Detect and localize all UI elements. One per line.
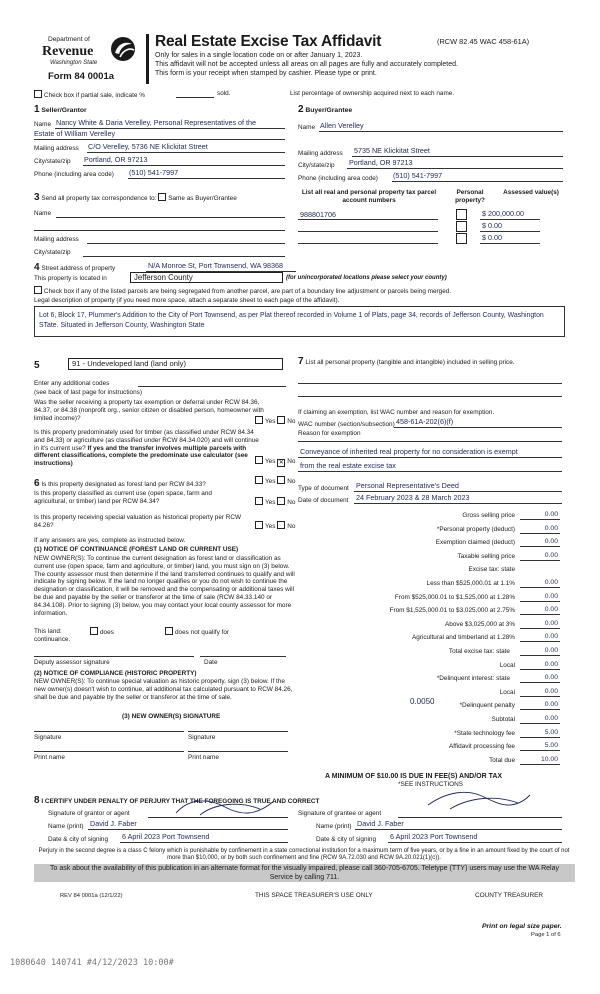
grantor-sig-label: Signature of grantor or agent bbox=[48, 810, 130, 817]
calc-label: Agricultural and timberland at 1.28% bbox=[411, 634, 515, 642]
no-label: No bbox=[287, 458, 296, 465]
additional-codes-field[interactable] bbox=[138, 386, 286, 387]
seller-city-field[interactable]: Portland, OR 97213 bbox=[84, 155, 148, 164]
doc-date-line bbox=[354, 503, 562, 504]
additional-codes-label: Enter any additional codes bbox=[34, 380, 110, 387]
personal-property-label: List all personal property (tangible and intangible) included in selling price. bbox=[305, 359, 515, 366]
seller-mail-field[interactable]: C/O Verelley, 5736 NE Klickitat Street bbox=[88, 142, 208, 151]
partial-sale-row bbox=[34, 90, 145, 100]
personal-property-field-2[interactable] bbox=[298, 396, 562, 397]
section-4-number: 4 bbox=[34, 262, 40, 273]
buyer-mail-field[interactable]: 5735 NE Klickitat Street bbox=[354, 146, 430, 155]
calc-line bbox=[520, 655, 560, 656]
doc-type-label: Type of document bbox=[298, 485, 349, 492]
calc-label: Taxable selling price bbox=[457, 552, 515, 560]
assessed-line-2 bbox=[480, 231, 540, 232]
deputy-signature-label: Deputy assessor signature bbox=[34, 659, 110, 666]
section-4-street-row bbox=[34, 262, 115, 274]
forest-yes-checkbox[interactable] bbox=[255, 476, 263, 484]
correspondence-city-field[interactable] bbox=[83, 256, 285, 257]
calc-line bbox=[520, 546, 560, 547]
assessed-value-3[interactable]: $ 0.00 bbox=[482, 233, 502, 242]
yes-label: Yes bbox=[265, 523, 276, 530]
grantee-date-label: Date & city of signing bbox=[316, 836, 377, 843]
no-label: No bbox=[287, 499, 296, 506]
calc-value[interactable]: 0.00 bbox=[544, 619, 558, 627]
header-divider bbox=[146, 34, 149, 84]
buyer-name-line bbox=[319, 131, 563, 132]
does-not-qualify-checkbox[interactable] bbox=[165, 627, 173, 635]
grantee-signature-field[interactable] bbox=[398, 817, 562, 818]
current-use-question: Is this property classified as current use (open space, farm and agricultural, or timber) land per RCW 84.34? bbox=[34, 490, 212, 505]
calc-value[interactable]: 0.00 bbox=[544, 538, 558, 546]
signature-label-1: Signature bbox=[34, 734, 62, 741]
revenue-wordmark: Revenue bbox=[42, 44, 94, 59]
grantee-sig-label: Signature of grantee or agent bbox=[298, 810, 382, 817]
grantor-name-line bbox=[88, 829, 288, 830]
yes-label: Yes bbox=[265, 458, 276, 465]
buyer-phone-line bbox=[392, 181, 563, 182]
calc-line bbox=[520, 723, 560, 724]
does-label: does bbox=[100, 629, 114, 636]
calc-line bbox=[520, 587, 560, 588]
notice-compliance-heading: (2) NOTICE OF COMPLIANCE (HISTORIC PROPERTY) bbox=[34, 670, 197, 677]
doc-date-label: Date of document bbox=[298, 497, 349, 504]
wac-number-line bbox=[394, 427, 562, 428]
notice-continuance-heading: (1) NOTICE OF CONTINUANCE (FOREST LAND OR CURRENT USE) bbox=[34, 546, 239, 553]
legal-description-text: Lot 6, Block 17, Plummer's Addition to the City of Port Townsend, as per Plat thereof recorded in Volume 1 of Plats, page 34, records of Jefferson County, Washington STate. Situated in Jefferson County, Washington State bbox=[39, 312, 544, 330]
form-title: Real Estate Excise Tax Affidavit bbox=[155, 33, 382, 50]
segregated-label: Check box if any of the listed parcels are being segregated from another parcel, are part of a boundary line adjustment or parcels being merged. bbox=[44, 288, 452, 295]
buyer-city-line bbox=[347, 168, 563, 169]
buyer-mail-line bbox=[352, 156, 563, 157]
buyer-heading: Buyer/Grantee bbox=[305, 107, 353, 114]
calc-value[interactable]: 5.00 bbox=[544, 728, 558, 736]
certify-text: I CERTIFY UNDER PENALTY OF PERJURY THAT THE FOREGOING IS TRUE AND CORRECT bbox=[41, 798, 320, 805]
doc-date-field[interactable]: 24 February 2023 & 28 March 2023 bbox=[356, 493, 470, 502]
header-note-2: This affidavit will not be accepted unless all areas on all pages are fully and accurately completed. bbox=[155, 61, 458, 68]
alt-format-text: To ask about the availability of this publication in an alternate format for the visually impaired, please call 360-705-6705. Teletype (TTY) users may use the WA Relay Service by calling 711. bbox=[50, 865, 559, 881]
calc-label: Gross selling price bbox=[462, 512, 515, 519]
timber-question bbox=[34, 429, 264, 468]
treasurer-use-label: THIS SPACE TREASURER'S USE ONLY bbox=[255, 892, 373, 899]
personal-property-checkbox-1[interactable] bbox=[456, 209, 467, 220]
segregated-row bbox=[34, 286, 594, 296]
reason-line-1 bbox=[298, 457, 562, 458]
notice-continuance-body bbox=[34, 555, 296, 618]
calc-value[interactable]: 0.00 bbox=[544, 579, 558, 586]
personal-property-checkbox-3[interactable] bbox=[456, 233, 467, 244]
section-3-text: Send all property tax correspondence to: bbox=[41, 195, 157, 202]
calc-value[interactable]: 5.00 bbox=[544, 742, 558, 750]
exemption-claim-label: If claiming an exemption, list WAC number and reason for exemption. bbox=[298, 409, 495, 416]
minimum-fee-note: A MINIMUM OF $10.00 IS DUE IN FEE(S) AND/OR TAX bbox=[325, 773, 503, 780]
reason-exemption-field[interactable]: Conveyance of inherited real property for no consideration is exempt bbox=[300, 447, 518, 456]
seller-phone-line bbox=[128, 178, 285, 179]
form-number: Form 84 0001a bbox=[48, 71, 115, 82]
timber-yes-no bbox=[255, 456, 295, 467]
form-revision: REV 84 0001a (12/1/22) bbox=[60, 893, 123, 899]
calc-line bbox=[520, 669, 560, 670]
alt-format-notice bbox=[34, 864, 575, 882]
calc-label: Exemption claimed (deduct) bbox=[435, 539, 515, 547]
forest-yes-no bbox=[255, 476, 295, 486]
section-2-number: 2 bbox=[298, 104, 304, 115]
exemption-question: Was the seller receiving a property tax exemption or deferral under RCW 84.36, 84.37, or 84.38 (nonprofit org., senior citizen or disabled person, homeowner with limited income)? bbox=[34, 399, 264, 422]
local-rate-field[interactable]: 0.0050 bbox=[410, 697, 435, 706]
section-1-number: 1 bbox=[34, 104, 40, 115]
grantee-date-line bbox=[388, 842, 562, 843]
buyer-name-label: Name bbox=[298, 124, 316, 131]
correspondence-name-field[interactable] bbox=[56, 217, 285, 218]
buyer-phone-label: Phone (including area code) bbox=[298, 175, 378, 182]
calc-label: From $525,000.01 to $1,525,000 at 1.28% bbox=[394, 593, 515, 601]
yes-label: Yes bbox=[265, 499, 276, 506]
signature-label-2: Signature bbox=[188, 734, 216, 741]
grantee-name-field[interactable]: David J. Faber bbox=[357, 819, 404, 828]
seller-phone-label: Phone (including area code) bbox=[34, 171, 114, 178]
current-use-yes-no bbox=[255, 497, 295, 507]
does-row bbox=[90, 627, 114, 637]
calc-line bbox=[520, 601, 560, 602]
form-statute: (RCW 82.45 WAC 458-61A) bbox=[437, 37, 530, 46]
see-back-note: (see back of last page for instructions) bbox=[34, 389, 142, 396]
no-label: No bbox=[287, 478, 296, 485]
new-owner-signature-2[interactable] bbox=[188, 731, 288, 732]
grantor-date-field[interactable]: 6 April 2023 Port Townsend bbox=[122, 832, 210, 841]
ownership-note: List percentage of ownership acquired next to each name. bbox=[290, 90, 455, 97]
parcel-account-3[interactable] bbox=[298, 243, 438, 244]
assessed-value-1[interactable]: $ 200,000.00 bbox=[482, 209, 524, 218]
continuance-label: continuance. bbox=[34, 636, 71, 643]
correspondence-mail-label: Mailing address bbox=[34, 236, 79, 243]
partial-sold-label: sold. bbox=[217, 90, 231, 97]
deputy-date-label: Date bbox=[204, 659, 218, 666]
calc-value[interactable]: 0.00 bbox=[544, 687, 558, 695]
timber-yes-checkbox[interactable] bbox=[255, 456, 263, 464]
dept-of-label: Department of bbox=[48, 36, 90, 43]
dor-logo bbox=[34, 34, 138, 84]
washington-state-label: Washington State bbox=[50, 60, 98, 66]
print-name-label-1: Print name bbox=[34, 754, 65, 761]
buyer-city-field[interactable]: Portland, OR 97213 bbox=[349, 158, 413, 167]
calc-line bbox=[520, 682, 560, 683]
does-qualify-checkbox[interactable] bbox=[90, 627, 98, 635]
new-owner-signature-1[interactable] bbox=[34, 731, 184, 732]
seller-city-line bbox=[83, 165, 285, 166]
perjury-notice: Perjury in the second degree is a class C felony which is punishable by confinement in a state correctional institution for a maximum term of five years, or by a fine in an amount fixed by the court of not more than $10,000, or by both such confinement and fine (RCW 9A.72.030 and RCW 9A.20.021(1)(c)). bbox=[38, 848, 570, 862]
seller-name-label: Name bbox=[34, 121, 52, 128]
grantor-signature-field[interactable] bbox=[148, 817, 288, 818]
legal-description-box[interactable] bbox=[34, 306, 565, 337]
grantee-name-label: Name (print) bbox=[316, 823, 352, 830]
grantee-name-line bbox=[355, 829, 562, 830]
calc-line bbox=[520, 641, 560, 642]
calc-line bbox=[520, 709, 560, 710]
grantor-date-line bbox=[120, 842, 288, 843]
same-as-buyer-label: Same as Buyer/Grantee bbox=[168, 195, 237, 202]
header-note-3: This form is your receipt when stamped by cashier. Please type or print. bbox=[155, 70, 377, 77]
current-use-no-checkbox[interactable] bbox=[277, 497, 285, 505]
buyer-mail-label: Mailing address bbox=[298, 150, 343, 157]
calc-label: Affidavit processing fee bbox=[449, 743, 515, 751]
calc-line bbox=[520, 560, 560, 561]
assessed-line-3 bbox=[480, 243, 540, 244]
calc-line bbox=[520, 696, 560, 697]
calc-label: Subtotal bbox=[491, 716, 515, 723]
new-owner-print-2[interactable] bbox=[188, 751, 288, 752]
reason-blank-line[interactable] bbox=[298, 441, 562, 442]
correspondence-name-label: Name bbox=[34, 210, 52, 217]
page-number: Page 1 of 6 bbox=[531, 932, 561, 938]
forest-no-checkbox[interactable] bbox=[277, 476, 285, 484]
dor-emblem-icon bbox=[108, 35, 138, 63]
unincorporated-note: (for unincorporated locations please select your county) bbox=[286, 275, 447, 281]
does-not-label: does not qualify for bbox=[175, 629, 229, 636]
calc-line bbox=[520, 764, 560, 765]
section-8-number: 8 bbox=[34, 795, 40, 806]
calc-value[interactable]: 0.00 bbox=[544, 511, 558, 518]
exemption-no-checkbox[interactable] bbox=[277, 416, 285, 424]
notice-compliance-body: NEW OWNER(S): To continue special valuation as historic property, sign (3) below. If the new owner(s) doesn't wish to continue, all additional tax calculated pursuant to RCW 84.26, shall be due and payable by the seller or transferor at the time of sale. bbox=[34, 678, 293, 701]
legal-paper-note: Print on legal size paper. bbox=[482, 923, 562, 930]
recording-stamp: 1080640 140741 #4/12/2023 10:00# bbox=[10, 958, 174, 968]
calc-label: From $1,525,000.01 to $3,025,000 at 2.75% bbox=[389, 607, 515, 615]
wac-number-field[interactable]: 458-61A-202(6)(f) bbox=[396, 417, 454, 426]
grantor-name-label: Name (print) bbox=[48, 823, 84, 830]
located-in-label: This property is located in bbox=[34, 275, 107, 282]
correspondence-name-field-2[interactable] bbox=[34, 230, 285, 231]
timber-question-bold: If yes and the transfer involves multiple parcels with different classifications, complete the predominate use calculator (see instructions) bbox=[34, 444, 248, 468]
land-use-code-select[interactable]: 91 - Undeveloped land (land only) bbox=[68, 358, 283, 370]
seller-city-label: City/state/zip bbox=[34, 158, 71, 165]
if-any-yes-note: If any answers are yes, complete as instructed below. bbox=[34, 537, 186, 544]
forest-question bbox=[34, 478, 254, 490]
parcels-header-assessed: Assessed value(s) bbox=[503, 189, 559, 196]
personal-property-field-1[interactable] bbox=[298, 383, 562, 384]
section-7-number: 7 bbox=[298, 356, 304, 367]
doc-type-field[interactable]: Personal Representative's Deed bbox=[356, 481, 459, 490]
calc-line bbox=[520, 614, 560, 615]
seller-phone-field[interactable]: (510) 541-7997 bbox=[129, 168, 179, 177]
yes-label: Yes bbox=[265, 478, 276, 485]
parcel-account-1[interactable]: 988801706 bbox=[300, 210, 336, 219]
reason-exemption-field-2[interactable]: from the real estate excise tax bbox=[300, 461, 396, 470]
historic-question: Is this property receiving special valuation as historical property per RCW 84.26? bbox=[34, 514, 242, 529]
buyer-phone-field[interactable]: (510) 541-7997 bbox=[393, 171, 443, 180]
calc-value[interactable]: 0.00 bbox=[544, 592, 558, 600]
calc-label: Total due bbox=[489, 756, 515, 764]
calc-value[interactable]: 0.00 bbox=[544, 633, 558, 641]
calc-line bbox=[520, 628, 560, 629]
calc-value[interactable]: 0.00 bbox=[544, 606, 558, 614]
segregated-checkbox[interactable] bbox=[34, 286, 42, 294]
same-as-buyer-checkbox[interactable] bbox=[158, 193, 166, 201]
no-label: No bbox=[287, 418, 296, 425]
parcel-line-1 bbox=[298, 219, 438, 220]
section-3-number: 3 bbox=[34, 192, 40, 203]
calc-line bbox=[520, 519, 560, 520]
calc-label: Above $3,025,000 at 3% bbox=[445, 620, 515, 628]
personal-property-checkbox-2[interactable] bbox=[456, 221, 467, 232]
timber-question-text: Is this property predominately used for timber (as classified under RCW 84.34 and 84.33) or agriculture (as classified under RCW 84.34.020) and will continue in it's current use? bbox=[34, 429, 259, 452]
doc-type-line bbox=[354, 491, 562, 492]
buyer-section bbox=[298, 104, 352, 116]
parcels-header-accounts: List all real and personal property tax parcel account numbers bbox=[301, 189, 437, 204]
calc-value[interactable]: 0.00 bbox=[544, 647, 558, 654]
assessed-line-1 bbox=[480, 219, 540, 220]
assessed-value-2[interactable]: $ 0.00 bbox=[482, 221, 502, 230]
new-owner-signature-heading: (3) NEW OWNER(S) SIGNATURE bbox=[122, 713, 221, 720]
calc-value[interactable]: 0.00 bbox=[544, 551, 558, 559]
calc-label: Local bbox=[499, 688, 515, 696]
partial-percent-field[interactable] bbox=[176, 97, 214, 98]
calc-line bbox=[520, 750, 560, 751]
does-not-row bbox=[165, 627, 229, 637]
street-address-label: Street address of property bbox=[41, 265, 116, 272]
forest-question-text: Is this property designated as forest land per RCW 84.33? bbox=[41, 481, 206, 488]
calc-value[interactable]: 0.00 bbox=[544, 715, 558, 722]
section-7-row bbox=[298, 356, 560, 368]
parcel-account-2[interactable] bbox=[298, 231, 438, 232]
historic-yes-no bbox=[255, 521, 295, 531]
reason-line-2 bbox=[298, 471, 562, 472]
calc-value[interactable]: 0.00 bbox=[544, 660, 558, 668]
historic-no-checkbox[interactable] bbox=[277, 521, 285, 529]
exemption-yes-no bbox=[255, 416, 295, 426]
buyer-name-field[interactable]: Allen Verelley bbox=[320, 121, 364, 130]
calc-value[interactable]: 0.00 bbox=[544, 674, 558, 682]
wac-number-label: WAC number (section/subsection) bbox=[298, 421, 395, 428]
new-owner-print-1[interactable] bbox=[34, 751, 184, 752]
no-label: No bbox=[287, 523, 296, 530]
notice-continuance-text: NEW OWNER(S): To continue the current designation as forest land or classification as current use (open space, farm and agriculture, or timber) land, you must sign on (3) below. The county assessor must then determine if the land transferred continues to qualify and will indicate by signing below. If the land no longer qualifies or you do not wish to continue the designation or classification, it will be removed and the compensating or additional taxes will be due and payable by the seller or transferor at the time of sale (RCW 84.33.140 or 84.34.108). Prior to signing (3) below, you may contact your local county assessor for more information. bbox=[34, 555, 295, 617]
calc-label: Excise tax: state bbox=[468, 566, 515, 574]
parcels-header-personal: Personal property? bbox=[455, 189, 485, 204]
calc-label: Total excise tax: state bbox=[448, 648, 510, 655]
calc-value[interactable]: 0.00 bbox=[544, 701, 558, 709]
timber-no-checkbox[interactable] bbox=[277, 459, 285, 467]
this-land-label: This land: bbox=[34, 628, 62, 635]
calc-label: *Delinquent penalty bbox=[459, 702, 515, 710]
section-3-row bbox=[34, 192, 237, 204]
seller-section bbox=[34, 104, 284, 116]
calc-value[interactable]: 10.00 bbox=[540, 755, 558, 763]
calc-label: Local bbox=[499, 661, 515, 669]
grantee-date-field[interactable]: 6 April 2023 Port Townsend bbox=[390, 832, 478, 841]
seller-name-field-2[interactable]: Estate of William Verelley bbox=[34, 129, 116, 138]
calc-label: *State technology fee bbox=[454, 729, 515, 737]
grantor-name-field[interactable]: David J. Faber bbox=[90, 819, 137, 828]
grantee-signature-scribble bbox=[424, 787, 534, 813]
correspondence-city-label: City/state/zip bbox=[34, 249, 71, 256]
exemption-yes-checkbox[interactable] bbox=[255, 416, 263, 424]
calc-label: *Personal property (deduct) bbox=[436, 525, 515, 533]
seller-name-field[interactable]: Nancy White & Daria Verelley, Personal Representatives of the bbox=[56, 118, 257, 127]
deputy-date-field[interactable] bbox=[200, 656, 286, 657]
current-use-yes-checkbox[interactable] bbox=[255, 497, 263, 505]
calc-value[interactable]: 0.00 bbox=[544, 524, 558, 532]
seller-heading: Seller/Grantor bbox=[41, 107, 87, 114]
deputy-signature-field[interactable] bbox=[34, 656, 194, 657]
see-instructions-note: *SEE INSTRUCTIONS bbox=[398, 781, 463, 788]
seller-mail-label: Mailing address bbox=[34, 145, 79, 152]
partial-sale-label: Check box if partial sale, indicate % bbox=[44, 92, 145, 99]
reason-exemption-label: Reason for exemption bbox=[298, 430, 361, 437]
seller-mail-line bbox=[87, 152, 285, 153]
calc-label: Less than $525,000.01 at 1.1% bbox=[426, 580, 515, 587]
historic-yes-checkbox[interactable] bbox=[255, 521, 263, 529]
calc-label: *Delinquent interest: state bbox=[436, 675, 510, 683]
header-note-1: Only for sales in a single location code on or after January 1, 2023. bbox=[155, 52, 363, 59]
grantor-date-label: Date & city of signing bbox=[48, 836, 109, 843]
section-6-number: 6 bbox=[34, 478, 40, 489]
buyer-city-label: City/state/zip bbox=[298, 162, 335, 169]
calc-line bbox=[520, 737, 560, 738]
yes-label: Yes bbox=[265, 418, 276, 425]
partial-sale-checkbox[interactable] bbox=[34, 90, 42, 98]
county-select[interactable]: Jefferson County bbox=[130, 272, 283, 283]
legal-description-label: Legal description of property (if you need more space, attach a separate sheet to each page of the affidavit). bbox=[34, 297, 340, 304]
print-name-label-2: Print name bbox=[188, 754, 219, 761]
county-treasurer-label: COUNTY TREASURER bbox=[475, 892, 543, 899]
correspondence-mail-field[interactable] bbox=[87, 243, 285, 244]
section-5-number: 5 bbox=[34, 360, 40, 371]
seller-name-line-2 bbox=[34, 139, 285, 140]
street-address-field[interactable]: N/A Monroe St, Port Townsend, WA 98368 bbox=[148, 261, 284, 270]
calc-line bbox=[520, 533, 560, 534]
